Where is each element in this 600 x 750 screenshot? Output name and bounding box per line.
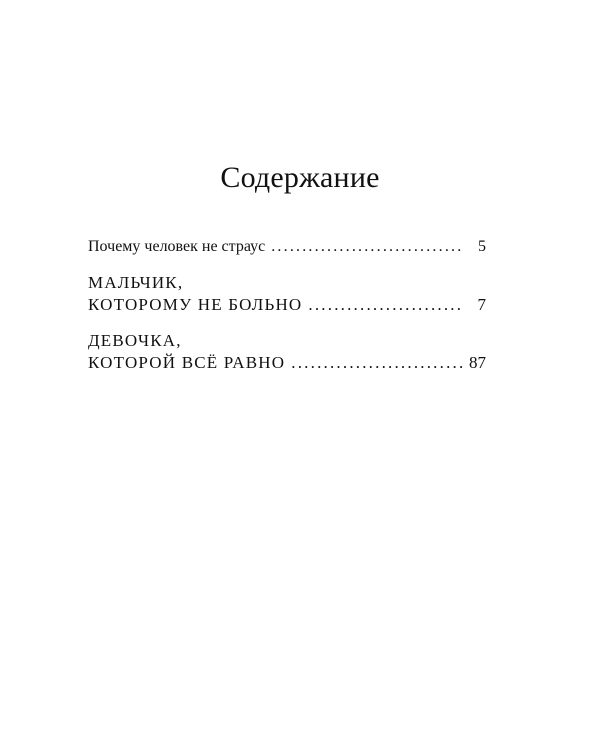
toc-entry-2 [88, 272, 486, 316]
toc-entry-1 [88, 236, 486, 258]
toc-entry-3 [88, 330, 486, 374]
toc-entry-3-page: 87 [469, 353, 486, 372]
toc-entry-3-line-1 [88, 330, 486, 352]
table-of-contents [88, 236, 486, 374]
toc-entry-2-line-1 [88, 272, 486, 294]
toc-entry-3-line-2 [88, 352, 486, 374]
toc-entry-3-title-line-2: КОТОРОЙ ВСЁ РАВНО [88, 353, 286, 372]
toc-entry-1-page: 5 [478, 238, 486, 255]
dot-leader [271, 236, 464, 258]
toc-entry-2-title-line-2: КОТОРОМУ НЕ БОЛЬНО [88, 295, 303, 314]
dot-leader [291, 352, 463, 374]
toc-entry-2-title-line-1: МАЛЬЧИК, [88, 273, 184, 292]
toc-entry-2-line-2 [88, 294, 486, 316]
toc-entry-1-line [88, 236, 486, 258]
contents-heading: Содержание [220, 161, 380, 194]
toc-entry-1-title: Почему человек не страус [88, 238, 266, 255]
dot-leader [308, 294, 464, 316]
toc-entry-3-title-line-1: ДЕВОЧКА, [88, 331, 182, 350]
toc-entry-2-page: 7 [477, 295, 486, 314]
